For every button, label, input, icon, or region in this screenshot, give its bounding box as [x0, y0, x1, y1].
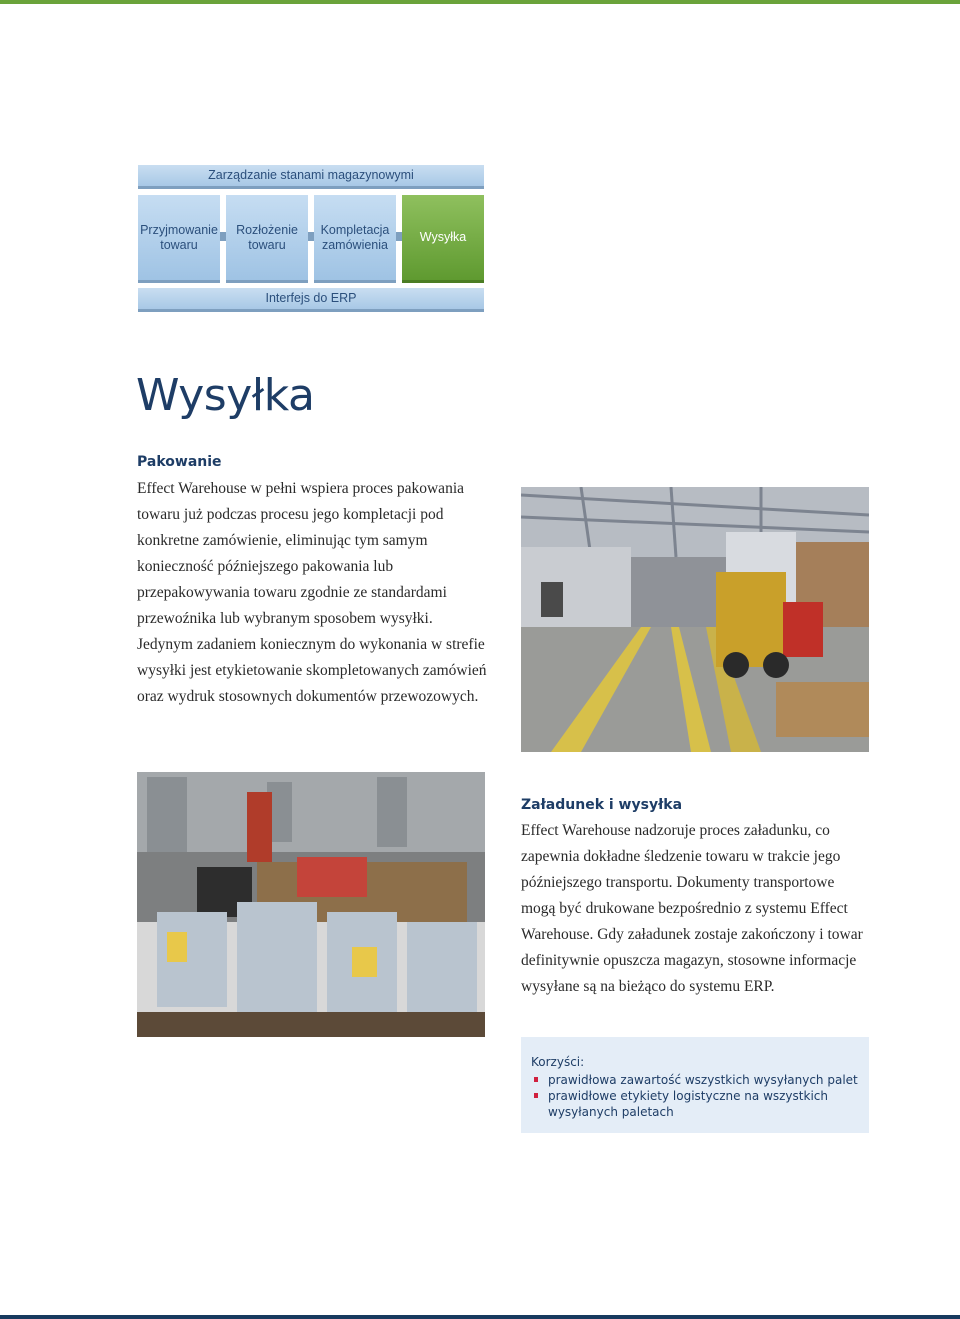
- diagram-step-picking: Kompletacja zamówienia: [314, 195, 396, 283]
- loading-title: Załadunek i wysyłka: [521, 797, 683, 813]
- loading-text: Effect Warehouse nadzoruje proces załadunku, co zapewnia dokładne śledzenie towaru w trakcie jego późniejszego transportu. Dokumenty transportowe mogą być drukowane bezpośrednio z systemu Effect Warehouse. Gdy załadunek zostaje zakończony i towar definitywnie opuszcza magazyn, stosowne informacje wysyłane są na bieżąco do systemu ERP.: [521, 822, 863, 995]
- page-title: Wysyłka: [136, 370, 315, 421]
- diagram-step-putaway: Rozłożenie towaru: [226, 195, 308, 283]
- diagram-bottom-bar: Interfejs do ERP: [138, 288, 484, 312]
- top-rule: [0, 0, 960, 4]
- packing-text: Effect Warehouse w pełni wspiera proces pakowania towaru już podczas procesu jego kompletacji pod konkretne zamówienie, eliminując tym samym konieczność późniejszego pakowania lub przepakowywania towaru zgodnie ze standardami przewoźnika lub wybranym sposobem wysyłki. Jedynym zadaniem koniecznym do wykonania w strefie wysyłki jest etykietowanie skompletowanych zamówień oraz wydruk stosownych dokumentów przewozowych.: [137, 480, 487, 705]
- diagram-top-bar: Zarządzanie stanami magazynowymi: [138, 165, 484, 189]
- bottom-rule: [0, 1315, 960, 1319]
- benefits-list: [531, 1072, 859, 1120]
- diagram-step-shipping: Wysyłka: [402, 195, 484, 283]
- benefit-item: prawidłowa zawartość wszystkich wysyłanych palet: [531, 1072, 859, 1088]
- benefit-item: prawidłowe etykiety logistyczne na wszystkich wysyłanych paletach: [531, 1088, 859, 1120]
- warehouse-forklift-photo: [521, 487, 869, 752]
- diagram-step-receiving: Przyjmowanie towaru: [138, 195, 220, 283]
- benefits-title: Korzyści:: [531, 1055, 585, 1069]
- benefits-box: [521, 1037, 869, 1133]
- packing-title: Pakowanie: [137, 454, 222, 470]
- loaded-pallets-photo: [137, 772, 485, 1037]
